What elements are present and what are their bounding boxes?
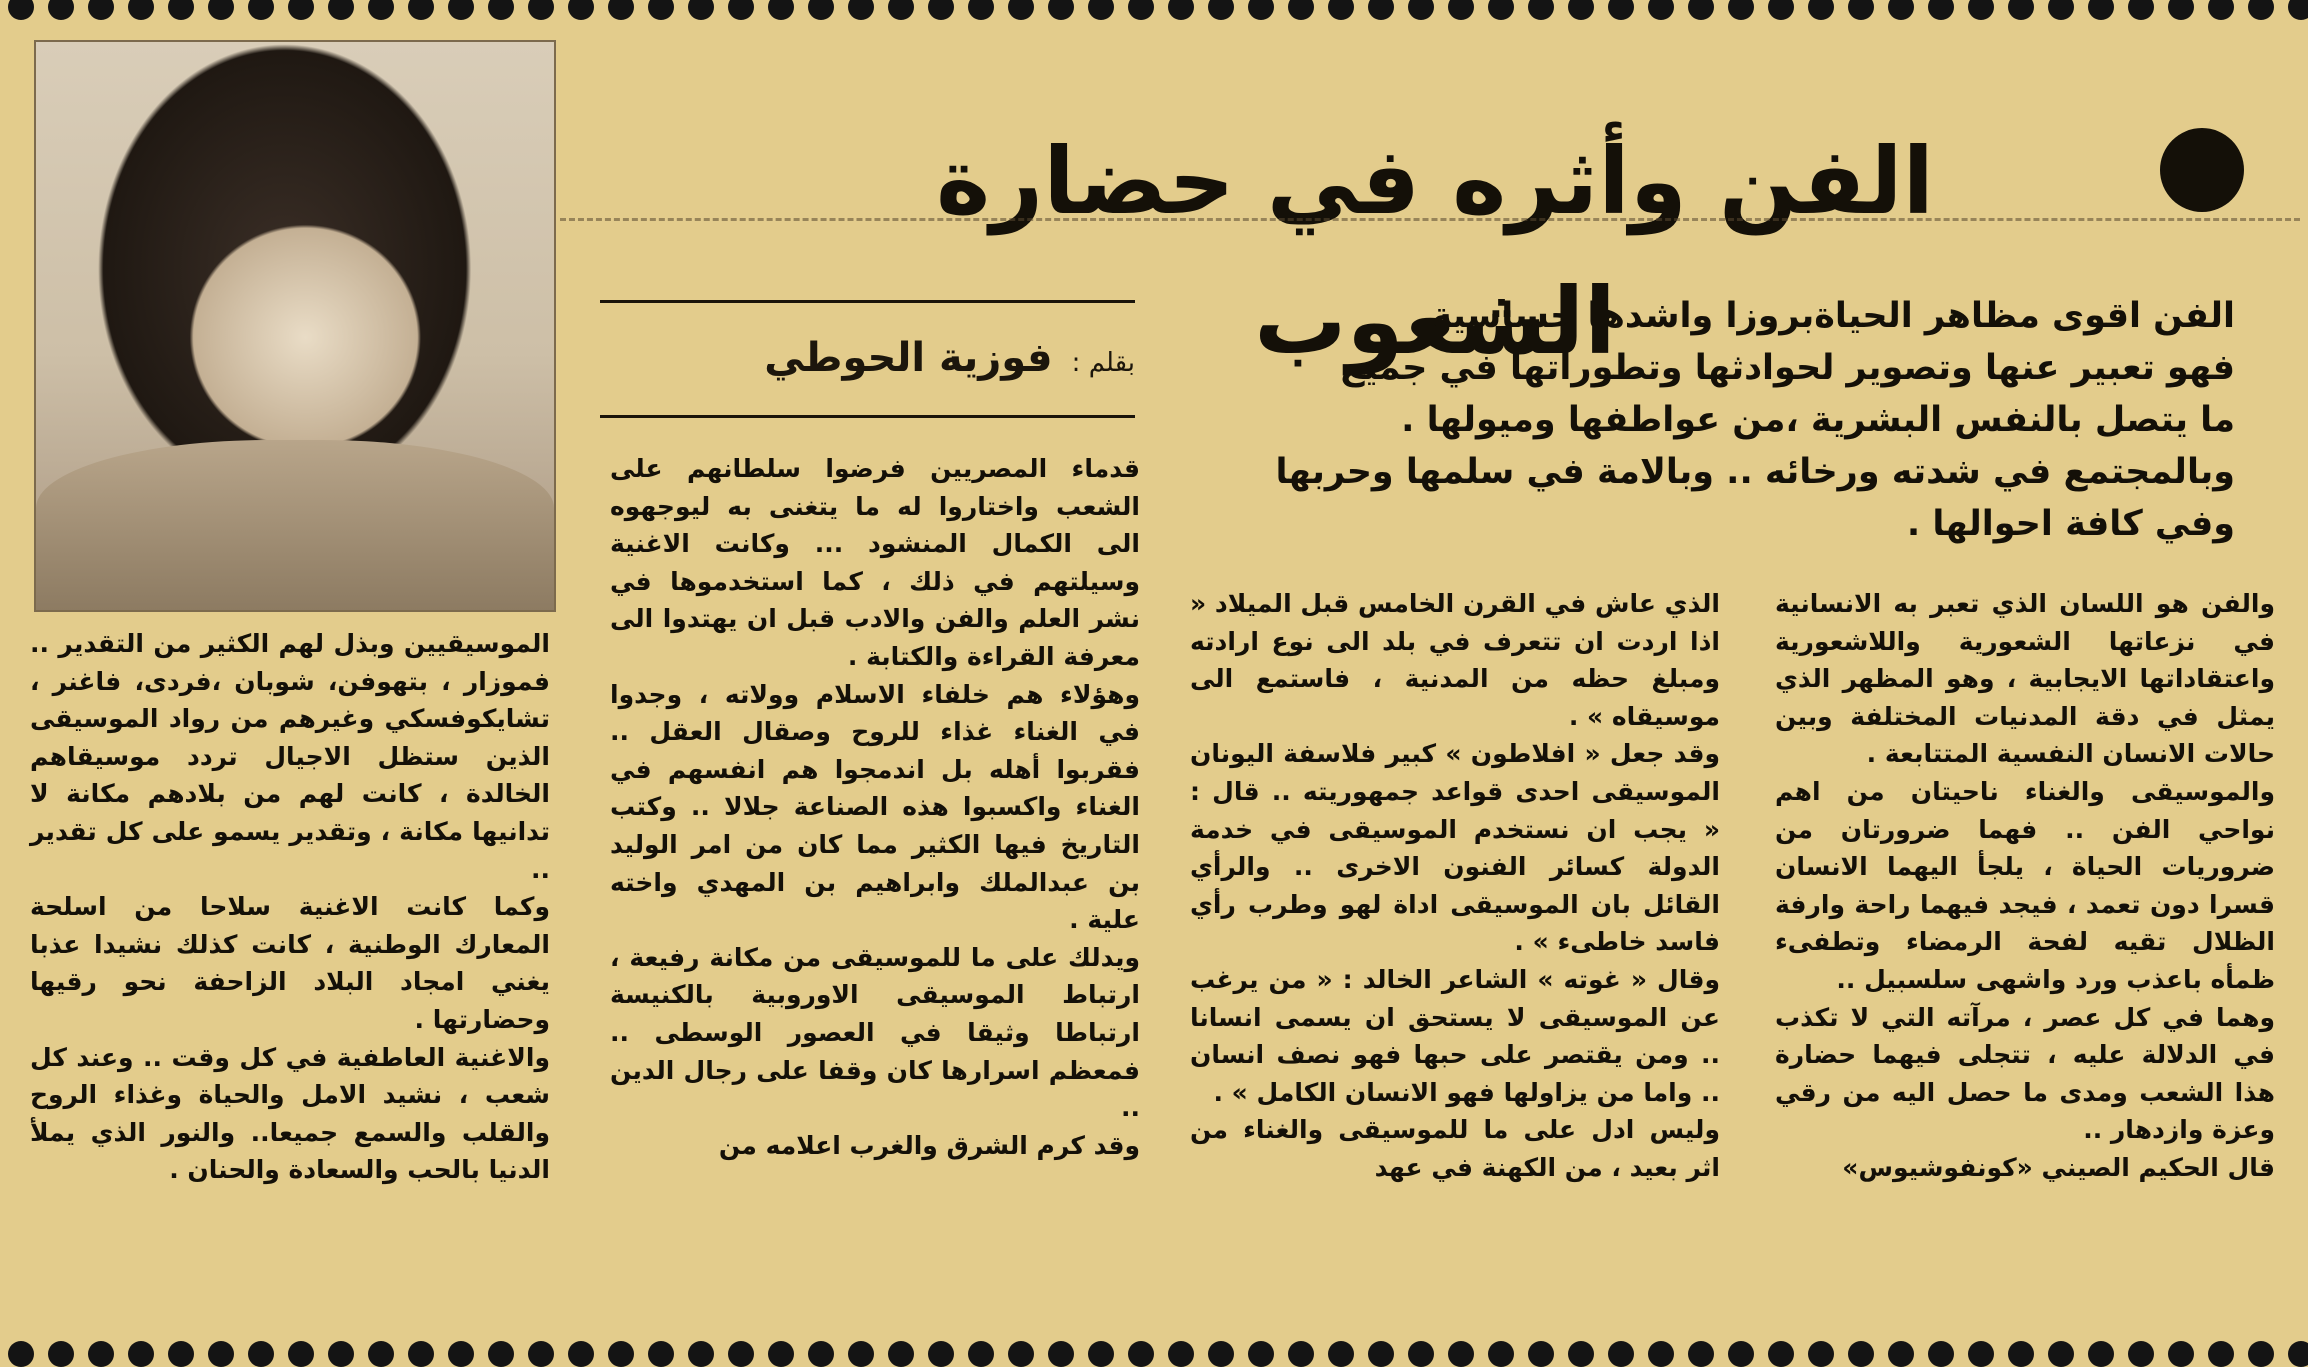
border-dot <box>1808 0 1834 20</box>
border-dot <box>1208 1341 1234 1367</box>
border-dot <box>248 0 274 20</box>
border-dot <box>1768 0 1794 20</box>
paragraph: الموسيقيين وبذل لهم الكثير من التقدير .. فموزار ، بتهوفن، شوبان ،فردى، فاغنر ، تشايكوفسكي وغيرهم من رواد الموسيقى الذين ستظل الاجيال تردد موسيقاهم الخالدة ، كانت لهم من بلادهم مكانة لا تدانيها مكانة ، وتقدير يسمو على كل تقدير .. <box>30 629 550 884</box>
article-intro <box>1275 290 2235 554</box>
border-dot <box>88 0 114 20</box>
border-dot <box>1488 1341 1514 1367</box>
border-dot <box>1888 0 1914 20</box>
border-dot <box>1088 1341 1114 1367</box>
border-dot <box>2088 0 2114 20</box>
border-dot <box>1728 1341 1754 1367</box>
intro-line: وبالمجتمع في شدته ورخائه .. وبالامة في سلمها وحربها <box>1275 452 2235 492</box>
border-dot <box>208 0 234 20</box>
border-dot <box>1608 0 1634 20</box>
border-dot <box>808 0 834 20</box>
paragraph: قدماء المصريين فرضوا سلطانهم على الشعب واختاروا له ما يتغنى به ليوجهوه الى الكمال المنشود ... وكانت الاغنية وسيلتهم في ذلك ، كما استخدموها في نشر العلم والفن والادب قبل ان يهتدوا الى معرفة القراءة والكتابة . <box>610 454 1140 671</box>
border-dot <box>8 1341 34 1367</box>
border-dot <box>488 1341 514 1367</box>
border-dot <box>1008 0 1034 20</box>
border-dot <box>968 1341 994 1367</box>
article-column-2 <box>1190 585 1720 1320</box>
paragraph: وكما كانت الاغنية سلاحا من اسلحة المعارك الوطنية ، كانت كذلك نشيدا عذبا يغني امجاد البلاد الزاحفة نحو رقيها وحضارتها . <box>30 892 550 1034</box>
border-dot <box>2088 1341 2114 1367</box>
border-dot <box>48 0 74 20</box>
border-dot <box>8 0 34 20</box>
paragraph: قال الحكيم الصيني «كونفوشيوس» <box>1842 1152 2275 1182</box>
border-dot <box>168 0 194 20</box>
border-dot <box>1448 1341 1474 1367</box>
border-dot <box>1288 0 1314 20</box>
border-dot <box>1408 0 1434 20</box>
border-dot <box>248 1341 274 1367</box>
border-dot <box>288 0 314 20</box>
border-dot <box>168 1341 194 1367</box>
border-dot <box>1608 1341 1634 1367</box>
border-dot <box>928 0 954 20</box>
headline-bullet-icon <box>2160 128 2244 212</box>
border-dot <box>1688 0 1714 20</box>
border-dot <box>2128 1341 2154 1367</box>
border-dot <box>2248 0 2274 20</box>
border-dot <box>1248 0 1274 20</box>
border-dot <box>1128 0 1154 20</box>
border-dot <box>968 0 994 20</box>
article-headline: الفن وأثره في حضارة الشعوب <box>935 128 1935 375</box>
border-dot <box>1168 0 1194 20</box>
border-dot <box>1928 1341 1954 1367</box>
border-dot <box>768 1341 794 1367</box>
border-dot <box>1368 0 1394 20</box>
border-dot <box>488 0 514 20</box>
border-dot <box>528 0 554 20</box>
paragraph: وليس ادل على ما للموسيقى والغناء من اثر بعيد ، من الكهنة في عهد <box>1190 1115 1720 1182</box>
border-dot <box>1048 1341 1074 1367</box>
border-dot <box>1408 1341 1434 1367</box>
intro-line: ما يتصل بالنفس البشرية ،من عواطفها وميولها . <box>1401 400 2235 440</box>
border-dot <box>368 1341 394 1367</box>
border-dot <box>1048 0 1074 20</box>
border-dot <box>2288 1341 2308 1367</box>
border-dot <box>2168 1341 2194 1367</box>
border-dot <box>2208 0 2234 20</box>
border-dot <box>1088 0 1114 20</box>
border-dot <box>568 1341 594 1367</box>
paragraph: والفن هو اللسان الذي تعبر به الانسانية في نزعاتها الشعورية واللاشعورية واعتقاداتها الايجابية ، وهو المظهر الذي يمثل في دقة المدنيات المختلفة وبين حالات الانسان النفسية المتتابعة . <box>1775 589 2275 769</box>
border-dot <box>728 1341 754 1367</box>
border-dot <box>1008 1341 1034 1367</box>
border-dot <box>1848 0 1874 20</box>
border-dot <box>1648 0 1674 20</box>
border-dot <box>1888 1341 1914 1367</box>
border-dot <box>1568 1341 1594 1367</box>
border-dot <box>2248 1341 2274 1367</box>
paragraph: وقال « غوته » الشاعر الخالد : « من يرغب عن الموسيقى لا يستحق ان يسمى انسانا .. ومن يقتصر على حبها فهو نصف انسان .. واما من يزاولها فهو الانسان الكامل » . <box>1190 964 1720 1107</box>
border-dot <box>2048 1341 2074 1367</box>
article-column-4 <box>30 625 550 1325</box>
border-dot <box>1848 1341 1874 1367</box>
border-dot <box>2128 0 2154 20</box>
border-dot <box>2168 0 2194 20</box>
border-dot <box>728 0 754 20</box>
border-dot <box>1648 1341 1674 1367</box>
border-dot <box>1568 0 1594 20</box>
paragraph: ويدلك على ما للموسيقى من مكانة رفيعة ، ارتباط الموسيقى الاوروبية بالكنيسة ارتباطا وثيقا في العصور الوسطى .. فمعظم اسرارها كان وقفا على رجال الدين .. <box>610 942 1140 1123</box>
border-dot <box>448 1341 474 1367</box>
paragraph: والموسيقى والغناء ناحيتان من اهم نواحي الفن .. فهما ضرورتان من ضروريات الحياة ، يلجأ اليهما الانسان قسرا دون تعمد ، فيجد فيهما راحة وارفة الظلال تقيه لفحة الرمضاء وتطفىء ظمأه باعذب ورد واشهى سلسبيل .. <box>1775 776 2275 994</box>
border-dot <box>1528 0 1554 20</box>
border-dot <box>328 1341 354 1367</box>
border-dot <box>1728 0 1754 20</box>
byline <box>600 335 1135 381</box>
border-dot <box>688 0 714 20</box>
border-dot <box>408 1341 434 1367</box>
border-dot <box>568 0 594 20</box>
border-dot <box>648 0 674 20</box>
border-dot <box>408 0 434 20</box>
paragraph: وقد كرم الشرق والغرب اعلامه من <box>718 1130 1140 1160</box>
bottom-dotted-border <box>0 1341 2308 1367</box>
border-dot <box>88 1341 114 1367</box>
intro-line: الفن اقوى مظاهر الحياةبروزا واشدها حساسية <box>1431 296 2235 336</box>
paragraph: الذي عاش في القرن الخامس قبل الميلاد « اذا اردت ان تتعرف في بلد الى نوع ارادته ومبلغ حظه من المدنية ، فاستمع الى موسيقاه » . <box>1190 589 1720 731</box>
border-dot <box>1808 1341 1834 1367</box>
portrait-shoulders <box>36 440 554 610</box>
border-dot <box>888 0 914 20</box>
border-dot <box>608 0 634 20</box>
border-dot <box>1448 0 1474 20</box>
border-dot <box>1328 0 1354 20</box>
border-dot <box>1368 1341 1394 1367</box>
border-dot <box>128 0 154 20</box>
byline-label: بقلم : <box>1071 348 1135 378</box>
paragraph: وهما في كل عصر ، مرآته التي لا تكذب في الدلالة عليه ، تتجلى فيهما حضارة هذا الشعب ومدى ما حصل اليه من رقي وعزة وازدهار .. <box>1775 1002 2275 1145</box>
border-dot <box>848 0 874 20</box>
border-dot <box>768 0 794 20</box>
headline-divider <box>560 218 2300 221</box>
intro-line: وفي كافة احوالها . <box>1906 504 2235 544</box>
border-dot <box>1288 1341 1314 1367</box>
border-dot <box>2208 1341 2234 1367</box>
author-name: فوزية الحوطي <box>764 335 1053 381</box>
border-dot <box>328 0 354 20</box>
border-dot <box>1328 1341 1354 1367</box>
paragraph: وهؤلاء هم خلفاء الاسلام وولاته ، وجدوا في الغناء غذاء للروح وصقال العقل .. فقربوا أهله بل اندمجوا هم انفسهم في الغناء واكسبوا هذه الصناعة جلالا .. وكتب التاريخ فيها الكثير مما كان من امر الوليد بن عبدالملك وابراهيم بن المهدي واخته علية . <box>610 679 1140 935</box>
paragraph: وقد جعل « افلاطون » كبير فلاسفة اليونان الموسيقى احدى قواعد جمهوريته .. قال : « يجب ان نستخدم الموسيقى في خدمة الدولة كسائر الفنون الاخرى .. والرأي القائل بان الموسيقى اداة لهو وطرب رأي فاسد خاطىء » . <box>1190 739 1720 957</box>
top-dotted-border <box>0 0 2308 20</box>
border-dot <box>1488 0 1514 20</box>
border-dot <box>288 1341 314 1367</box>
author-portrait-photo <box>34 40 556 612</box>
border-dot <box>1208 0 1234 20</box>
border-dot <box>1528 1341 1554 1367</box>
border-dot <box>1168 1341 1194 1367</box>
byline-box <box>600 300 1135 418</box>
border-dot <box>368 0 394 20</box>
intro-line: فهو تعبير عنها وتصوير لحوادثها وتطوراتها في جميع <box>1340 348 2235 388</box>
border-dot <box>1688 1341 1714 1367</box>
border-dot <box>928 1341 954 1367</box>
border-dot <box>2288 0 2308 20</box>
border-dot <box>448 0 474 20</box>
border-dot <box>1928 0 1954 20</box>
border-dot <box>2008 1341 2034 1367</box>
border-dot <box>1128 1341 1154 1367</box>
border-dot <box>128 1341 154 1367</box>
border-dot <box>1768 1341 1794 1367</box>
border-dot <box>888 1341 914 1367</box>
border-dot <box>688 1341 714 1367</box>
border-dot <box>648 1341 674 1367</box>
border-dot <box>2008 0 2034 20</box>
article-column-1 <box>1775 585 2275 1320</box>
border-dot <box>1968 1341 1994 1367</box>
border-dot <box>808 1341 834 1367</box>
border-dot <box>848 1341 874 1367</box>
article-column-3 <box>610 450 1140 1330</box>
border-dot <box>1968 0 1994 20</box>
border-dot <box>1248 1341 1274 1367</box>
border-dot <box>608 1341 634 1367</box>
paragraph: والاغنية العاطفية في كل وقت .. وعند كل شعب ، نشيد الامل والحياة وغذاء الروح والقلب والسمع جميعا.. والنور الذي يملأ الدنيا بالحب والسعادة والحنان . <box>30 1042 550 1185</box>
border-dot <box>208 1341 234 1367</box>
border-dot <box>528 1341 554 1367</box>
border-dot <box>2048 0 2074 20</box>
border-dot <box>48 1341 74 1367</box>
